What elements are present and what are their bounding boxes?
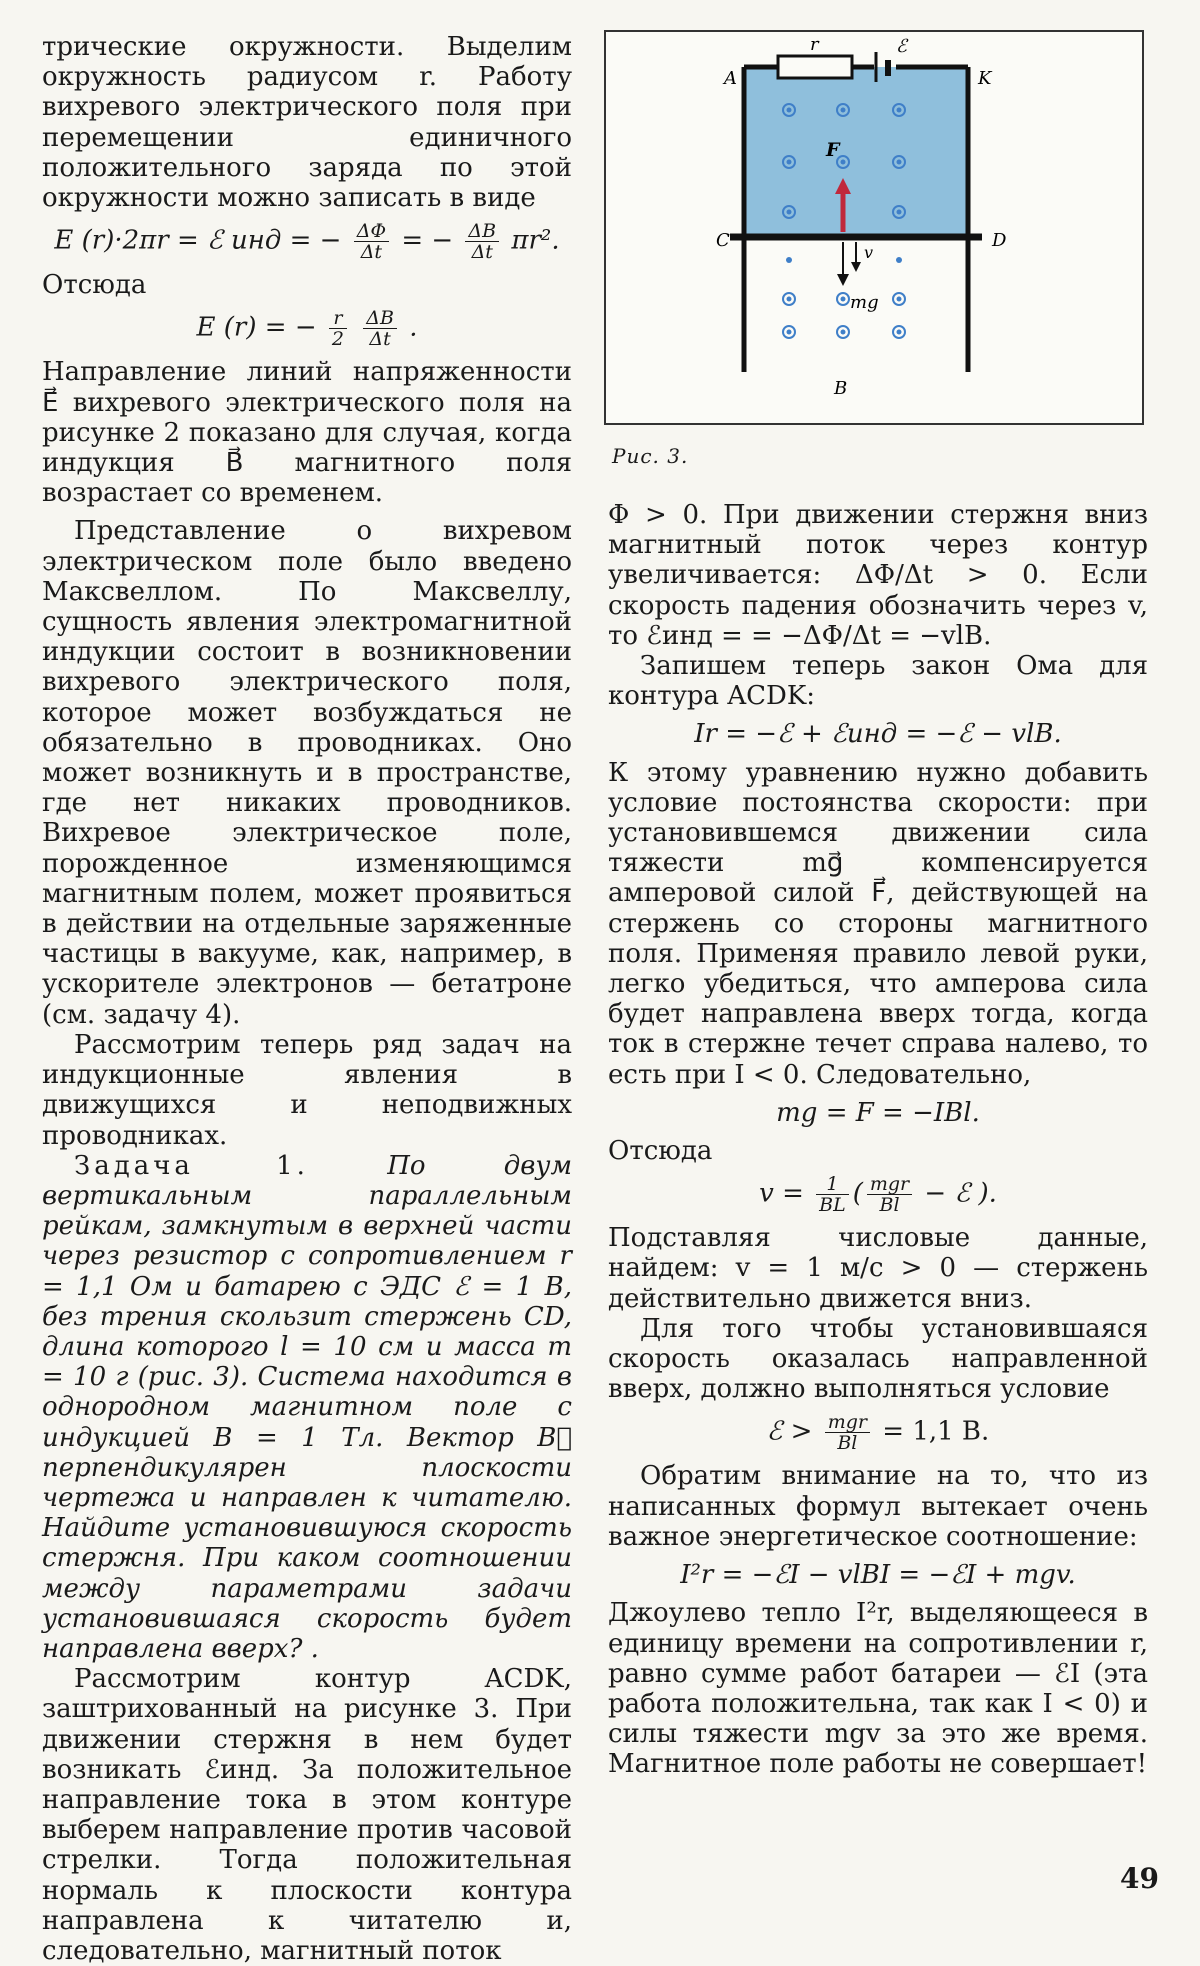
label-d: D	[992, 230, 1007, 251]
shaded-contour	[744, 67, 968, 237]
left-column	[42, 32, 572, 1966]
paragraph: К этому уравнению нужно добавить условие постоянства скорости: при установившемся движении сила тяжести mg⃗ компенсируется амперовой силой F⃗, действующей на стержень со стороны магнитного поля. Применяя правило левой руки, легко убедиться, что амперова сила будет направлена вверх тогда, когда ток в стержне течет справа налево, то есть при I < 0. Следовательно,	[608, 757, 1148, 1090]
gravity-arrowhead-icon	[837, 274, 849, 286]
label-a: A	[724, 68, 737, 89]
label-mg: mg	[850, 292, 879, 313]
label-c: C	[716, 230, 730, 251]
figure-caption: Рис. 3.	[612, 444, 689, 468]
label-k: K	[978, 68, 992, 89]
formula-energy: I²r = −ℰI − vlBI = −ℰI + mgv.	[680, 1560, 1076, 1591]
paragraph: трические окружности. Выделим окружность радиусом r. Работу вихревого электрического поля при перемещении единичного положительного заряда по этой окружности можно записать в виде	[42, 32, 572, 214]
formula-velocity: v = $\frac{1}{BL}$ ( mgr Bl − ℰ ).	[759, 1173, 997, 1217]
circuit-diagram	[606, 32, 1146, 427]
resistor-icon	[778, 56, 852, 78]
paragraph: Направление линий напряженности E⃗ вихревого электрического поля на рисунке 2 показано для случая, когда индукция B⃗ магнитного поля возрастает со временем.	[42, 357, 572, 509]
label-emf: ℰ	[896, 36, 907, 57]
velocity-arrowhead-icon	[851, 262, 861, 272]
task-statement: По двум вертикальным параллельным рейкам, замкнутым в верхней части через резистор с сопротивлением r = 1,1 Ом и батарею с ЭДС ℰ = 1 В, без трения скользит стержень CD, длина которого l = 10 см и масса m = 10 г (рис. 3). Система находится в однородном магнитном поле с индукцией B = 1 Тл. Вектор B⃗ перпендикулярен плоскости чертежа и направлен к читателю. Найдите установившуюся скорость стержня. При каком соотношении между параметрами задачи установившаяся скорость будет направлена вверх? .	[42, 1150, 572, 1664]
page-number: 49	[1120, 1862, 1159, 1895]
label-b: B	[834, 378, 848, 399]
formula-e-of-r: E (r) = − $\frac{r}{2}$ $\frac{\Delta B}{\Delta t}$ .	[196, 307, 418, 351]
task-1	[42, 1151, 572, 1664]
paragraph: Для того чтобы установившаяся скорость оказалась направленной вверх, должно выполняться условие	[608, 1313, 1148, 1405]
paragraph: Отсюда	[42, 270, 147, 301]
paragraph: Φ > 0. При движении стержня вниз магнитный поток через контур увеличивается: ΔΦ/Δt > 0. Если скорость падения обозначить через v, то ℰинд = = −ΔΦ/Δt = −vlB.	[608, 500, 1148, 651]
label-r: r	[810, 34, 819, 55]
paragraph: Джоулево тепло I²r, выделяющееся в единицу времени на сопротивлении r, равно сумме работ батареи — ℰI (эта работа положительна, так как I < 0) и силы тяжести mgv за это же время. Магнитное поле работы не совершает!	[608, 1598, 1148, 1780]
formula-ohm-law: Ir = −ℰ + ℰинд = −ℰ − vlB.	[694, 719, 1062, 750]
paragraph: Подставляя числовые данные, найдем: v = 1 м/с > 0 — стержень действительно движется вниз.	[608, 1223, 1148, 1314]
paragraph: Отсюда	[608, 1136, 713, 1167]
paragraph: Рассмотрим контур ACDK, заштрихованный на рисунке 3. При движении стержня в нем будет возникать ℰинд. За положительное направление тока в этом контуре выберем направление против часовой стрелки. Тогда положительная нормаль к плоскости контура направлена к читателю и, следовательно, магнитный поток	[42, 1664, 572, 1966]
figure-3	[604, 30, 1144, 425]
formula-condition: ℰ > mgr Bl = 1,1 В.	[766, 1411, 990, 1455]
paragraph: Рассмотрим теперь ряд задач на индукционные явления в движущихся и неподвижных проводниках.	[42, 1029, 572, 1151]
task-heading: Задача 1.	[74, 1150, 309, 1181]
paragraph: Представление о вихревом электрическом поле было введено Максвеллом. По Максвеллу, сущность явления электромагнитной индукции состоит в возникновении вихревого электрического поля, которое может возбуждаться не обязательно в проводниках. Оно может возникнуть и в пространстве, где нет никаких проводников. Вихревое электрическое поле, порожденное изменяющимся магнитным полем, может проявиться в действии на отдельные заряженные частицы в вакууме, как, например, в ускорителе электронов — бетатроне (см. задачу 4).	[42, 516, 572, 1030]
formula-force-balance: mg = F = −IBl.	[776, 1097, 980, 1128]
label-v: v	[864, 243, 874, 262]
label-f: F	[826, 139, 840, 161]
paragraph: Запишем теперь закон Ома для контура ACDK:	[608, 651, 1148, 712]
formula-vortex-work: E (r)·2πr = ℰ инд = − $\frac{\Delta\Phi}{\Delta t}$ = − $\frac{\Delta B}{\Delta t}$ πr².	[54, 220, 560, 264]
right-column	[608, 500, 1148, 1780]
paragraph: Обратим внимание на то, что из написанных формул вытекает очень важное энергетическое соотношение:	[608, 1461, 1148, 1552]
